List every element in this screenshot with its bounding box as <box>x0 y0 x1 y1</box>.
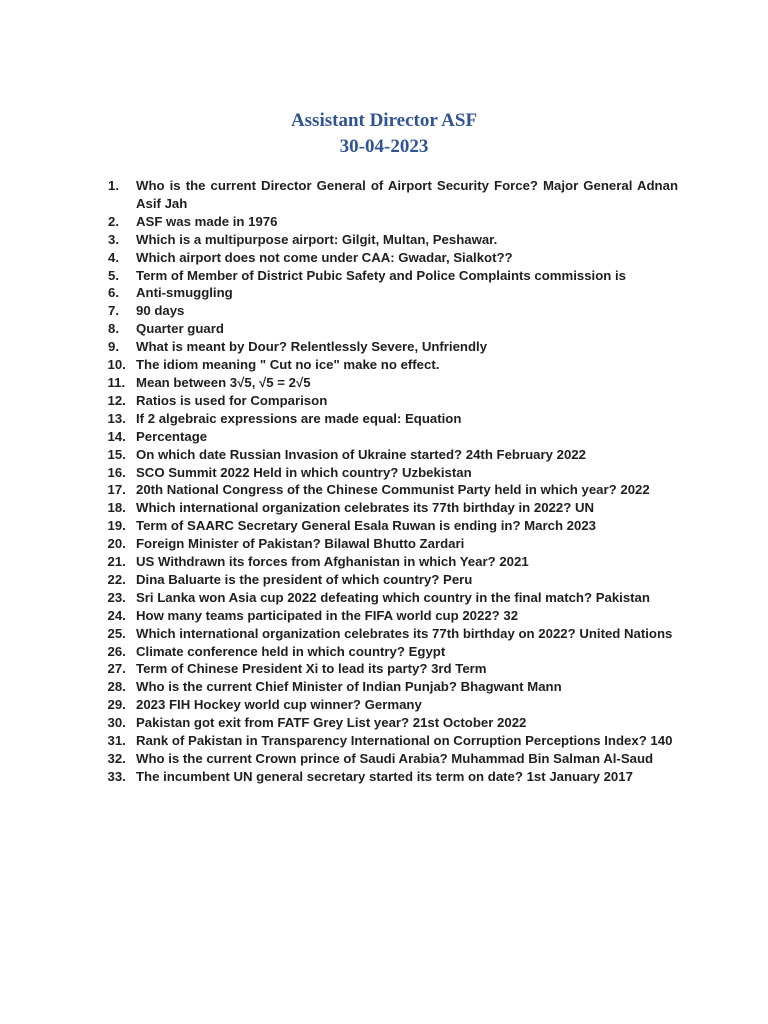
list-item <box>108 338 678 356</box>
list-item-text: Who is the current Crown prince of Saudi Arabia? Muhammad Bin Salman Al-Saud <box>136 751 654 766</box>
list-item-text: How many teams participated in the FIFA world cup 2022? 32 <box>136 607 519 623</box>
list-item-text: Dina Baluarte is the president of which country? Peru <box>136 571 473 587</box>
list-item-number: 3. <box>108 231 119 247</box>
list-item-text: On which date Russian Invasion of Ukraine started? 24th February 2022 <box>136 446 586 462</box>
list-item <box>108 643 678 661</box>
list-item-text: The incumbent UN general secretary started its term on date? 1st January 2017 <box>136 768 633 784</box>
list-item <box>108 535 678 553</box>
list-item-number: 4. <box>108 249 119 265</box>
list-item-number: 28. <box>107 679 126 695</box>
list-item-text: Sri Lanka won Asia cup 2022 defeating which country in the final match? Pakistan <box>136 589 650 605</box>
list-item-text: 2023 FIH Hockey world cup winner? Germany <box>136 697 422 713</box>
list-item <box>108 356 678 374</box>
list-item <box>108 392 678 410</box>
list-item-text: Foreign Minister of Pakistan? Bilawal Bhutto Zardari <box>136 536 465 552</box>
list-item-text: Rank of Pakistan in Transparency International on Corruption Perceptions Index? 140 <box>136 733 673 749</box>
list-item-text: 20th National Congress of the Chinese Communist Party held in which year? 2022 <box>136 482 650 498</box>
list-item <box>108 302 678 320</box>
list-item-text: Mean between 3√5, √5 = 2√5 <box>136 374 311 390</box>
list-item-text: 90 days <box>136 303 185 319</box>
list-item-text: Climate conference held in which country? Egypt <box>136 643 446 659</box>
list-item <box>108 607 678 625</box>
list-item-number: 20. <box>107 536 126 552</box>
list-item-text: Pakistan got exit from FATF Grey List year? 21st October 2022 <box>136 715 527 731</box>
list-item-text: US Withdrawn its forces from Afghanistan in which Year? 2021 <box>136 554 529 570</box>
list-item-text: Percentage <box>136 428 208 444</box>
list-item-text: Which international organization celebrates its 77th birthday on 2022? United Nations <box>136 625 673 641</box>
list-item <box>108 213 678 231</box>
list-item-number: 22. <box>107 571 126 587</box>
list-item-number: 9. <box>108 339 119 355</box>
list-item <box>108 660 678 678</box>
list-item <box>108 553 678 571</box>
list-item <box>108 696 678 714</box>
list-item-number: 5. <box>108 267 119 283</box>
list-item <box>108 177 678 213</box>
list-item-number: 2. <box>108 213 119 229</box>
list-item <box>108 589 678 607</box>
list-item-number: 12. <box>107 392 126 408</box>
list-item <box>108 374 678 392</box>
document-date: 30-04-2023 <box>339 136 429 157</box>
list-item-number: 13. <box>107 410 126 426</box>
list-item <box>108 231 678 249</box>
list-item <box>108 410 678 428</box>
document-title: Assistant Director ASF <box>290 110 478 131</box>
list-item-number: 16. <box>107 464 126 480</box>
list-item-number: 11. <box>107 374 126 390</box>
list-item <box>108 499 678 517</box>
list-item-number: 29. <box>107 697 126 713</box>
list-item-number: 30. <box>107 715 126 731</box>
list-item-text: Ratios is used for Comparison <box>136 392 328 408</box>
list-item-number: 26. <box>107 643 126 659</box>
list-item-text: Which is a multipurpose airport: Gilgit, Multan, Peshawar. <box>136 231 498 247</box>
list-item-number: 14. <box>107 428 126 444</box>
list-item <box>108 428 678 446</box>
list-item <box>108 678 678 696</box>
list-item-text: ASF was made in 1976 <box>136 213 278 229</box>
list-item-number: 31. <box>107 733 126 749</box>
list-item <box>108 284 678 302</box>
list-item <box>108 464 678 482</box>
list-item <box>108 320 678 338</box>
list-item-text: Which airport does not come under CAA: Gwadar, Sialkot?? <box>136 249 513 265</box>
list-item-text: Anti-smuggling <box>136 285 233 301</box>
question-list <box>108 177 678 786</box>
list-item-number: 32. <box>107 751 126 766</box>
list-item-number: 21. <box>107 554 126 570</box>
list-item <box>108 481 678 499</box>
list-item-number: 18. <box>107 500 126 516</box>
list-item <box>108 768 678 786</box>
list-item-text: SCO Summit 2022 Held in which country? Uzbekistan <box>136 464 472 480</box>
list-item-text: If 2 algebraic expressions are made equal: Equation <box>136 410 462 426</box>
list-item-text: What is meant by Dour? Relentlessly Severe, Unfriendly <box>136 339 488 355</box>
list-item <box>108 625 678 643</box>
list-item-text: Which international organization celebrates its 77th birthday in 2022? UN <box>136 500 594 516</box>
list-item-number: 1. <box>108 178 119 193</box>
list-item-number: 6. <box>108 285 119 301</box>
list-item-text: Term of SAARC Secretary General Esala Ruwan is ending in? March 2023 <box>136 518 597 534</box>
list-item-text: Term of Chinese President Xi to lead its party? 3rd Term <box>136 661 487 677</box>
list-item-text: Who is the current Chief Minister of Indian Punjab? Bhagwant Mann <box>136 679 562 695</box>
list-item <box>108 446 678 464</box>
list-item-number: 10. <box>107 357 126 373</box>
list-item-number: 33. <box>107 768 126 784</box>
list-item-number: 19. <box>107 518 126 534</box>
list-item-number: 7. <box>108 303 119 319</box>
list-item <box>108 517 678 535</box>
list-item <box>108 571 678 589</box>
list-item-text: Quarter guard <box>136 321 224 337</box>
list-item-text: Term of Member of District Pubic Safety and Police Complaints commission is <box>136 267 626 283</box>
list-item-number: 27. <box>107 661 126 677</box>
list-item-number: 8. <box>108 321 119 337</box>
list-item <box>108 249 678 267</box>
list-item-number: 25. <box>107 625 126 641</box>
list-item-text: Who is the current Director General of Airport Security Force? Major General Adnan Asif Jah <box>136 178 678 211</box>
list-item <box>108 714 678 732</box>
list-item <box>108 750 678 768</box>
list-item-number: 23. <box>107 589 126 605</box>
list-item <box>108 267 678 285</box>
list-item-number: 15. <box>107 446 126 462</box>
list-item-number: 24. <box>107 607 126 623</box>
list-item-text: The idiom meaning " Cut no ice" make no effect. <box>136 357 440 373</box>
list-item-number: 17. <box>107 482 126 498</box>
list-item <box>108 732 678 750</box>
